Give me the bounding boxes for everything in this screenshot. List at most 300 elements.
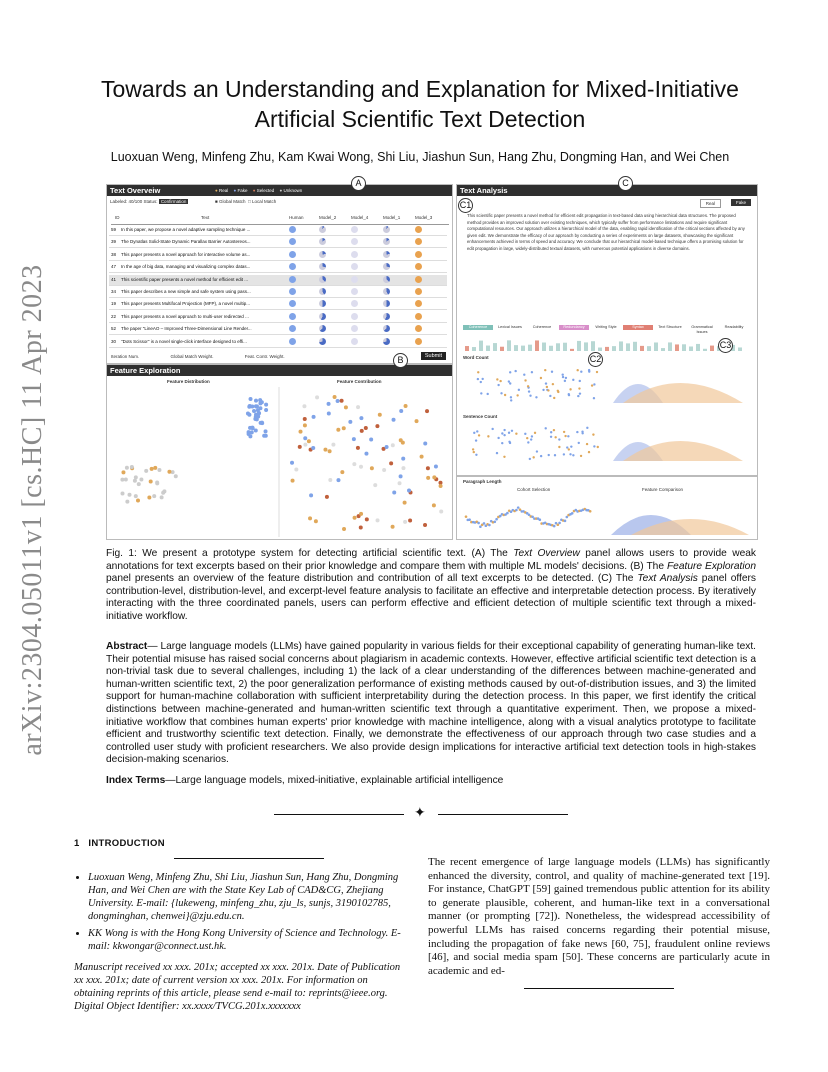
cohort-point: [597, 446, 599, 448]
scatter-point: [403, 501, 407, 505]
prediction-dot: [319, 313, 326, 320]
prediction-dot: [319, 276, 326, 283]
row-id: 41: [111, 276, 117, 282]
tag-c1: C1: [458, 198, 473, 213]
row-id: 39: [111, 239, 117, 245]
scatter-point: [262, 434, 266, 438]
paper-title: Towards an Understanding and Explanation for Mixed-Initiative Artificial Scientific Text Detection: [101, 76, 739, 132]
cohort-point: [508, 380, 510, 382]
scatter-point: [294, 467, 298, 471]
intro-paragraph: [428, 856, 770, 989]
cohort-point: [578, 387, 580, 389]
table-row[interactable]: [109, 337, 447, 348]
cohort-point: [558, 438, 560, 440]
cohort-point: [579, 392, 581, 394]
feat-contr-weight-label: Feat. Contr. Weight.: [244, 354, 285, 359]
cohort-point: [491, 428, 493, 430]
cohort-point: [564, 380, 566, 382]
contribution-bar: [626, 343, 630, 351]
row-text: The paper "LineAO – Improved Three-Dimensional Line Render...: [121, 326, 252, 332]
scatter-point: [369, 438, 373, 442]
teaser-figure: [106, 176, 756, 538]
prediction-dot: [351, 276, 358, 283]
cohort-point: [473, 451, 475, 453]
prediction-dot: [319, 251, 326, 258]
table-row[interactable]: [109, 299, 447, 310]
scatter-point: [125, 500, 129, 504]
feature-tab[interactable]: Coherence: [463, 325, 493, 330]
contribution-bar: [696, 344, 700, 351]
scatter-point: [403, 520, 407, 524]
scatter-point: [340, 399, 344, 403]
cohort-point: [531, 371, 533, 373]
contribution-bar: [584, 342, 588, 351]
cohort-point: [545, 382, 547, 384]
cohort-point: [563, 453, 565, 455]
scatter-point: [250, 430, 254, 434]
cohort-point: [562, 373, 564, 375]
cohort-point: [539, 518, 542, 521]
cohort-point: [515, 433, 517, 435]
cohort-point: [481, 378, 483, 380]
text-analysis-panel: [456, 184, 758, 476]
scatter-point: [359, 416, 363, 420]
scatter-point: [298, 445, 302, 449]
cohort-point: [526, 437, 528, 439]
scatter-point: [250, 426, 254, 430]
match-legend: ■ Global Match □ Local Match: [215, 199, 277, 204]
contribution-bar: [633, 342, 637, 351]
row-id: 30: [111, 338, 117, 344]
scatter-point: [336, 428, 340, 432]
cohort-point: [536, 450, 538, 452]
cohort-point: [472, 448, 474, 450]
scatter-point: [344, 405, 348, 409]
prediction-dot: [289, 300, 296, 307]
scatter-point: [423, 442, 427, 446]
legend-real: Real: [218, 188, 229, 193]
cohort-point: [508, 441, 510, 443]
cohort-point: [496, 378, 498, 380]
cohort-point: [477, 522, 480, 525]
row-text: In this paper, we propose a novel adaptive sampling technique ...: [121, 227, 251, 232]
contribution-bar: [479, 341, 483, 351]
col-text: Text: [201, 215, 210, 220]
fake-button[interactable]: Fake: [731, 199, 751, 206]
scatter-point: [364, 426, 368, 430]
feature-distribution-charts[interactable]: [463, 361, 751, 473]
cohort-point: [566, 446, 568, 448]
sentence-count-label: Sentence Count: [463, 414, 498, 419]
scatter-point: [149, 480, 153, 484]
caption-term-1: Text Overview: [513, 548, 580, 559]
figure-caption: [106, 548, 756, 624]
scatter-point: [340, 470, 344, 474]
cohort-point: [531, 435, 533, 437]
contribution-bar: [535, 340, 539, 351]
feature-contribution-bars: [463, 339, 751, 351]
contribution-bar: [661, 348, 665, 351]
scatter-point: [434, 464, 438, 468]
feature-exploration-header: Feature Exploration: [107, 365, 452, 376]
scatter-point: [392, 490, 396, 494]
prediction-dot: [351, 238, 358, 245]
cohort-point: [554, 436, 556, 438]
scatter-point: [130, 465, 134, 469]
scatter-point: [120, 478, 124, 482]
cohort-point: [532, 456, 534, 458]
cohort-point: [564, 435, 566, 437]
prediction-dot: [319, 226, 326, 233]
cohort-point: [509, 382, 511, 384]
scatter-point: [302, 404, 306, 408]
caption-term-2: Feature Exploration: [666, 560, 756, 572]
col-model-3[interactable]: Model_3: [415, 215, 433, 220]
scatter-point: [303, 436, 307, 440]
scatter-point: [352, 437, 356, 441]
tag-c2: C2: [588, 352, 603, 367]
scatter-point: [378, 413, 382, 417]
cohort-point: [553, 429, 555, 431]
scatter-point: [291, 479, 295, 483]
cohort-point: [517, 506, 520, 509]
feature-tab[interactable]: Redundancy: [559, 325, 589, 330]
scatter-point: [398, 481, 402, 485]
caption-term-3: Text Analysis: [637, 573, 698, 585]
contribution-bar: [598, 348, 602, 351]
feature-comparison-label: Feature Comparison: [642, 487, 684, 492]
prediction-dot: [351, 300, 358, 307]
contribution-bar: [689, 346, 693, 351]
cohort-point: [497, 384, 499, 386]
cohort-point: [496, 452, 498, 454]
feature-tab[interactable]: Text Structure: [658, 325, 682, 329]
scatter-point: [426, 476, 430, 480]
scatter-point: [167, 470, 171, 474]
feature-scatter-plots[interactable]: [107, 387, 452, 537]
cohort-point: [552, 383, 554, 385]
col-model-2[interactable]: Model_2: [319, 215, 337, 220]
prediction-dot: [319, 338, 326, 345]
submit-button[interactable]: Submit: [421, 352, 446, 360]
cohort-point: [501, 442, 503, 444]
row-text: In the age of big data, managing and visualizing complex datas...: [121, 264, 251, 270]
cohort-point: [524, 433, 526, 435]
scatter-point: [420, 455, 424, 459]
feature-tab[interactable]: Writing Style: [595, 325, 617, 329]
prediction-dot: [383, 238, 390, 245]
cohort-point: [576, 431, 578, 433]
scatter-point: [348, 420, 352, 424]
feature-tab[interactable]: Syntax: [623, 325, 653, 330]
cohort-point: [549, 395, 551, 397]
cohort-point: [483, 522, 486, 525]
cohort-point: [473, 432, 475, 434]
scatter-point: [157, 468, 161, 472]
feature-tab[interactable]: Readability: [724, 325, 744, 329]
cohort-point: [529, 395, 531, 397]
contribution-bar: [549, 346, 553, 351]
scatter-point: [307, 439, 311, 443]
row-text: This paper presents a novel approach for interactive volume as...: [121, 251, 251, 257]
cohort-point: [514, 370, 516, 372]
cohort-point: [553, 397, 555, 399]
scatter-point: [359, 526, 363, 530]
tag-a: A: [351, 176, 366, 191]
prediction-dot: [415, 325, 422, 332]
contribution-bar: [472, 347, 476, 351]
scatter-point: [425, 409, 429, 413]
prediction-dot: [351, 226, 358, 233]
cohort-point: [495, 518, 498, 521]
prediction-dot: [289, 288, 296, 295]
cohort-point: [465, 515, 468, 518]
scatter-point: [432, 475, 436, 479]
cohort-point: [568, 394, 570, 396]
table-row[interactable]: [109, 312, 447, 323]
cohort-point: [567, 435, 569, 437]
scatter-point: [376, 518, 380, 522]
scatter-point: [336, 399, 340, 403]
col-model-4[interactable]: Model_4: [351, 215, 369, 220]
cohort-point: [501, 432, 503, 434]
row-id: 34: [111, 289, 117, 294]
scatter-point: [356, 405, 360, 409]
scatter-point: [399, 409, 403, 413]
table-row[interactable]: [109, 225, 447, 236]
affiliation-footnotes: [74, 858, 408, 1013]
affiliation-1: • Luoxuan Weng, Minfeng Zhu, Shi Liu, Jiashun Sun, Hang Zhu, Dongming Han, and Wei Chen are with the State Key Lab of CAD&CG, Zhejiang University. E-mail: {lukeweng, minfeng_zhu, zju_ls, sunjs, 3190102785, dongminghan, chenwei}@zju.edu.cn.: [88, 871, 408, 923]
cohort-point: [568, 448, 570, 450]
cohort-point: [546, 386, 548, 388]
table-row[interactable]: [109, 287, 447, 298]
scatter-point: [331, 443, 335, 447]
prediction-dot: [289, 338, 296, 345]
real-button[interactable]: Real: [700, 199, 721, 208]
scatter-point: [323, 448, 327, 452]
scatter-point: [336, 478, 340, 482]
scatter-point: [426, 466, 430, 470]
cohort-point: [588, 451, 590, 453]
row-text: This paper presents a novel approach to multi-user redirected ...: [121, 313, 249, 319]
tag-c: C: [618, 176, 633, 191]
arxiv-identifier: arXiv:2304.05011v1 [cs.HC] 11 Apr 2023: [17, 264, 48, 756]
scatter-point: [423, 523, 427, 527]
legend-fake: Fake: [237, 188, 248, 193]
status-badge: Confirmation: [160, 199, 187, 204]
cohort-point: [530, 438, 532, 440]
scatter-point: [260, 421, 264, 425]
scatter-point: [303, 443, 307, 447]
contribution-bar: [703, 349, 707, 351]
legend-local-match: Local Match: [251, 199, 277, 204]
cohort-point: [488, 524, 491, 527]
cohort-point: [579, 380, 581, 382]
prediction-dot: [351, 288, 358, 295]
contribution-bar: [542, 343, 546, 351]
intro-text: The recent emergence of large language models (LLMs) has significantly enhanced the diversity, control, and quality of machine-generated text [19]. For instance, ChatGPT [59] gained tremendous public attention for its ability to generate plausible, coherent, and human-like text in a conversational manner (or prompting [72]). Nonetheless, the widespread accessibility of powerful LLMs has raised concerns regarding their potential misuse, including the propagation of fake news [60, 75], fraudulent online reviews [46], and social media spam [50]. These concerns are particularly acute in academic and ed-: [428, 856, 770, 977]
cohort-point: [542, 389, 544, 391]
contribution-bar: [682, 344, 686, 351]
table-row[interactable]: [109, 324, 447, 335]
cohort-point: [581, 432, 583, 434]
prediction-dot: [351, 313, 358, 320]
prediction-dot: [383, 276, 390, 283]
cohort-point: [553, 525, 556, 528]
cohort-point: [589, 510, 592, 513]
table-row[interactable]: [109, 262, 447, 273]
scatter-point: [155, 481, 159, 485]
scatter-point: [415, 419, 419, 423]
cohort-point: [550, 431, 552, 433]
cohort-point: [475, 439, 477, 441]
cohort-point: [518, 389, 520, 391]
cohort-point: [592, 433, 594, 435]
table-row[interactable]: [109, 275, 447, 286]
scatter-point: [260, 400, 264, 404]
cohort-point: [509, 371, 511, 373]
cohort-point: [580, 371, 582, 373]
scatter-point: [401, 457, 405, 461]
cohort-point: [570, 445, 572, 447]
scatter-point: [391, 525, 395, 529]
scatter-point: [364, 452, 368, 456]
scatter-point: [328, 478, 332, 482]
legend-selected: Selected: [256, 188, 275, 193]
prediction-dot: [351, 263, 358, 270]
col-model-1[interactable]: Model_1: [383, 215, 401, 220]
tag-c3: C3: [718, 338, 733, 353]
prediction-dot: [383, 288, 390, 295]
scatter-point: [375, 424, 379, 428]
cohort-point: [577, 395, 579, 397]
contribution-bar: [465, 346, 469, 351]
scatter-point: [303, 417, 307, 421]
scatter-point: [385, 445, 389, 449]
cohort-point: [591, 384, 593, 386]
cohort-point: [523, 373, 525, 375]
scatter-point: [333, 395, 337, 399]
section-heading: [74, 838, 165, 849]
cohort-point: [480, 381, 482, 383]
scatter-point: [254, 399, 258, 403]
feature-contribution-title: Feature Contribution: [337, 379, 382, 384]
scatter-point: [439, 484, 443, 488]
iteration-num-label: Iteration Num.: [111, 354, 140, 359]
caption-part-3: panel offers contribution-level, distribution-level, and excerpt-level feature analysis to facilitate an effective and interpretable detection process. By iteratively interacting with the three coordinated panels, users can perform effective and efficient detection of multiple scientific text through a mixed-initiative workflow.: [106, 573, 756, 622]
scatter-point: [327, 411, 331, 415]
scatter-point: [124, 477, 128, 481]
scatter-point: [136, 498, 140, 502]
prediction-dot: [383, 226, 390, 233]
scatter-point: [147, 496, 151, 500]
scatter-point: [359, 512, 363, 516]
cohort-point: [515, 509, 518, 512]
row-id: 52: [111, 326, 117, 332]
legend-global-match: Global Match: [218, 199, 246, 204]
cohort-point: [468, 518, 471, 521]
prediction-dot: [415, 226, 422, 233]
col-id: ID: [115, 215, 120, 220]
scatter-point: [373, 483, 377, 487]
scatter-point: [264, 408, 268, 412]
scatter-point: [246, 411, 250, 415]
cohort-point: [593, 445, 595, 447]
scatter-point: [250, 404, 254, 408]
row-id: 38: [111, 251, 117, 257]
manuscript-note: Manuscript received xx xxx. 201x; accepted xx xxx. 201x. Date of Publication xx xxx. 201x; date of current version xx xxx. 201x. For information on obtaining reprints of this article, please send e-mail to: reprints@ieee.org. Digital Object Identifier: xx.xxxx/TVCG.201x.xxxxxxx: [74, 962, 401, 1012]
scatter-point: [150, 467, 154, 471]
contribution-bar: [507, 340, 511, 351]
row-id: 59: [111, 227, 117, 232]
feature-exploration-panel: [106, 364, 453, 540]
cohort-point: [565, 377, 567, 379]
row-id: 22: [111, 313, 117, 319]
cohort-point: [551, 371, 553, 373]
cohort-point: [548, 454, 550, 456]
cohort-point: [529, 458, 531, 460]
cohort-point: [569, 388, 571, 390]
index-terms: [106, 775, 756, 786]
scatter-point: [254, 429, 258, 433]
scatter-point: [121, 491, 125, 495]
cohort-point: [511, 430, 513, 432]
caption-part-1: panel allows users to provide weak annotations for text excerpts based on their prior knowledge and compare them with multiple ML models' decisions. (B) The: [106, 548, 756, 572]
feature-tab[interactable]: Lexical Issues: [498, 325, 522, 329]
scatter-point: [134, 494, 138, 498]
cohort-point: [557, 390, 559, 392]
contribution-bar: [612, 346, 616, 351]
scatter-point: [401, 466, 405, 470]
cohort-point: [503, 456, 505, 458]
row-text: The Dynatlas Solid-State Dynamic Parallax Barrier Autostereos...: [121, 239, 251, 245]
table-row[interactable]: [109, 237, 447, 248]
prediction-dot: [289, 325, 296, 332]
word-count-label: Word Count: [463, 355, 489, 360]
cohort-point: [535, 396, 537, 398]
cohort-point: [558, 522, 561, 525]
cohort-point: [569, 453, 571, 455]
cohort-point: [572, 379, 574, 381]
scatter-point: [359, 465, 363, 469]
feature-tab[interactable]: Grammatical Issues: [691, 325, 713, 334]
cohort-point: [497, 437, 499, 439]
paragraph-length-charts[interactable]: [461, 493, 753, 537]
prediction-dot: [289, 226, 296, 233]
scatter-point: [353, 516, 357, 520]
prediction-dot: [351, 251, 358, 258]
prediction-dot: [351, 325, 358, 332]
scatter-point: [356, 446, 360, 450]
table-row[interactable]: [109, 250, 447, 261]
contribution-bar: [738, 347, 742, 351]
prediction-dot: [289, 276, 296, 283]
prediction-dot: [383, 313, 390, 320]
cohort-point: [558, 446, 560, 448]
scatter-point: [328, 449, 332, 453]
prediction-dot: [383, 325, 390, 332]
cohort-point: [578, 442, 580, 444]
cohort-point: [480, 392, 482, 394]
cohort-point: [593, 383, 595, 385]
scatter-point: [254, 404, 258, 408]
row-text: This paper describes a new simple and safe system using pass...: [121, 289, 251, 294]
feature-tab[interactable]: Coherence: [532, 325, 552, 329]
scatter-point: [139, 478, 143, 482]
cohort-point: [586, 427, 588, 429]
scatter-point: [432, 503, 436, 507]
scatter-point: [264, 429, 268, 433]
